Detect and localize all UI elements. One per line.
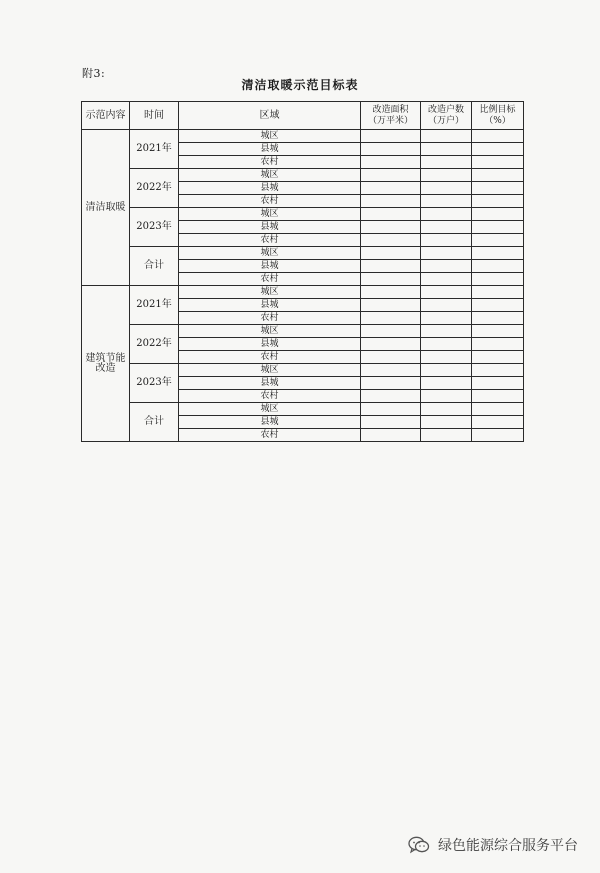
households-cell [421, 234, 472, 247]
category-cell [82, 130, 130, 286]
area-size-cell [361, 130, 421, 143]
table-row [82, 286, 524, 299]
ratio-cell [472, 377, 524, 390]
period-cell: 合计 [130, 247, 179, 286]
area-cell: 农村 [179, 390, 361, 403]
period-cell: 2022年 [130, 169, 179, 208]
area-cell: 城区 [179, 130, 361, 143]
ratio-cell [472, 403, 524, 416]
ratio-cell [472, 429, 524, 442]
area-cell: 县城 [179, 221, 361, 234]
period-cell: 2022年 [130, 325, 179, 364]
table-row [82, 325, 524, 338]
households-cell [421, 182, 472, 195]
header-ratio [472, 102, 524, 130]
area-cell: 县城 [179, 299, 361, 312]
ratio-cell [472, 143, 524, 156]
area-size-cell [361, 286, 421, 299]
households-cell [421, 143, 472, 156]
households-cell [421, 429, 472, 442]
households-cell [421, 169, 472, 182]
area-size-cell [361, 351, 421, 364]
area-size-cell [361, 195, 421, 208]
category-line2: 改造 [95, 362, 116, 374]
period-cell: 2021年 [130, 130, 179, 169]
area-size-cell [361, 299, 421, 312]
table-row [82, 130, 524, 143]
households-cell [421, 299, 472, 312]
area-cell: 城区 [179, 364, 361, 377]
area-cell: 县城 [179, 377, 361, 390]
area-size-cell [361, 403, 421, 416]
households-cell [421, 351, 472, 364]
area-cell: 城区 [179, 325, 361, 338]
header-area-size [361, 102, 421, 130]
period-cell: 合计 [130, 403, 179, 442]
area-cell: 城区 [179, 247, 361, 260]
ratio-cell [472, 299, 524, 312]
area-cell: 县城 [179, 143, 361, 156]
area-cell: 城区 [179, 208, 361, 221]
area-size-cell [361, 260, 421, 273]
category-line1: 清洁取暖 [85, 201, 126, 213]
category-cell [82, 286, 130, 442]
ratio-cell [472, 208, 524, 221]
header-ratio-line1: 比例目标 [479, 104, 516, 115]
ratio-cell [472, 416, 524, 429]
households-cell [421, 416, 472, 429]
area-size-cell [361, 182, 421, 195]
area-size-cell [361, 273, 421, 286]
households-cell [421, 130, 472, 143]
households-cell [421, 247, 472, 260]
area-size-cell [361, 325, 421, 338]
ratio-cell [472, 286, 524, 299]
area-cell: 县城 [179, 182, 361, 195]
area-cell: 农村 [179, 156, 361, 169]
header-area-size-line2: （万平米） [367, 115, 413, 126]
ratio-cell [472, 169, 524, 182]
area-size-cell [361, 338, 421, 351]
area-cell: 县城 [179, 260, 361, 273]
ratio-cell [472, 195, 524, 208]
ratio-cell [472, 234, 524, 247]
area-cell: 农村 [179, 312, 361, 325]
ratio-cell [472, 390, 524, 403]
households-cell [421, 338, 472, 351]
watermark-text: 绿色能源综合服务平台 [438, 838, 578, 854]
area-size-cell [361, 208, 421, 221]
area-cell: 农村 [179, 429, 361, 442]
ratio-cell [472, 312, 524, 325]
area-size-cell [361, 234, 421, 247]
area-size-cell [361, 143, 421, 156]
table-row [82, 403, 524, 416]
area-size-cell [361, 221, 421, 234]
area-size-cell [361, 429, 421, 442]
area-cell: 农村 [179, 195, 361, 208]
households-cell [421, 377, 472, 390]
households-cell [421, 286, 472, 299]
area-cell: 城区 [179, 169, 361, 182]
households-cell [421, 325, 472, 338]
header-households-line1: 改造户数 [427, 104, 464, 115]
header-households-line2: （万户） [427, 115, 464, 126]
area-cell: 农村 [179, 273, 361, 286]
ratio-cell [472, 351, 524, 364]
households-cell [421, 221, 472, 234]
ratio-cell [472, 325, 524, 338]
ratio-cell [472, 221, 524, 234]
attachment-label: 附3: [82, 67, 106, 80]
households-cell [421, 156, 472, 169]
table-row [82, 364, 524, 377]
area-cell: 农村 [179, 351, 361, 364]
category-line1: 建筑节能 [85, 352, 126, 364]
table-header-row [82, 102, 524, 130]
area-cell: 县城 [179, 338, 361, 351]
area-size-cell [361, 416, 421, 429]
ratio-cell [472, 247, 524, 260]
header-category: 示范内容 [82, 102, 130, 130]
area-cell: 农村 [179, 234, 361, 247]
header-households [421, 102, 472, 130]
households-cell [421, 273, 472, 286]
ratio-cell [472, 338, 524, 351]
ratio-cell [472, 364, 524, 377]
table-row [82, 169, 524, 182]
area-cell: 城区 [179, 286, 361, 299]
area-cell: 县城 [179, 416, 361, 429]
table-row [82, 247, 524, 260]
area-size-cell [361, 377, 421, 390]
table-row [82, 208, 524, 221]
households-cell [421, 260, 472, 273]
area-size-cell [361, 390, 421, 403]
area-size-cell [361, 312, 421, 325]
area-size-cell [361, 247, 421, 260]
document-title: 清洁取暖示范目标表 [241, 78, 359, 92]
households-cell [421, 390, 472, 403]
households-cell [421, 312, 472, 325]
watermark [408, 835, 578, 855]
period-cell: 2023年 [130, 364, 179, 403]
households-cell [421, 364, 472, 377]
households-cell [421, 208, 472, 221]
area-size-cell [361, 364, 421, 377]
ratio-cell [472, 130, 524, 143]
target-table [81, 101, 524, 442]
wechat-icon [408, 836, 430, 854]
area-cell: 城区 [179, 403, 361, 416]
header-area: 区域 [179, 102, 361, 130]
period-cell: 2023年 [130, 208, 179, 247]
header-ratio-line2: （%） [484, 115, 511, 126]
ratio-cell [472, 273, 524, 286]
ratio-cell [472, 260, 524, 273]
table-body [82, 130, 524, 442]
ratio-cell [472, 156, 524, 169]
header-area-size-line1: 改造面积 [372, 104, 409, 115]
households-cell [421, 195, 472, 208]
area-size-cell [361, 169, 421, 182]
households-cell [421, 403, 472, 416]
header-time: 时间 [130, 102, 179, 130]
ratio-cell [472, 182, 524, 195]
period-cell: 2021年 [130, 286, 179, 325]
area-size-cell [361, 156, 421, 169]
